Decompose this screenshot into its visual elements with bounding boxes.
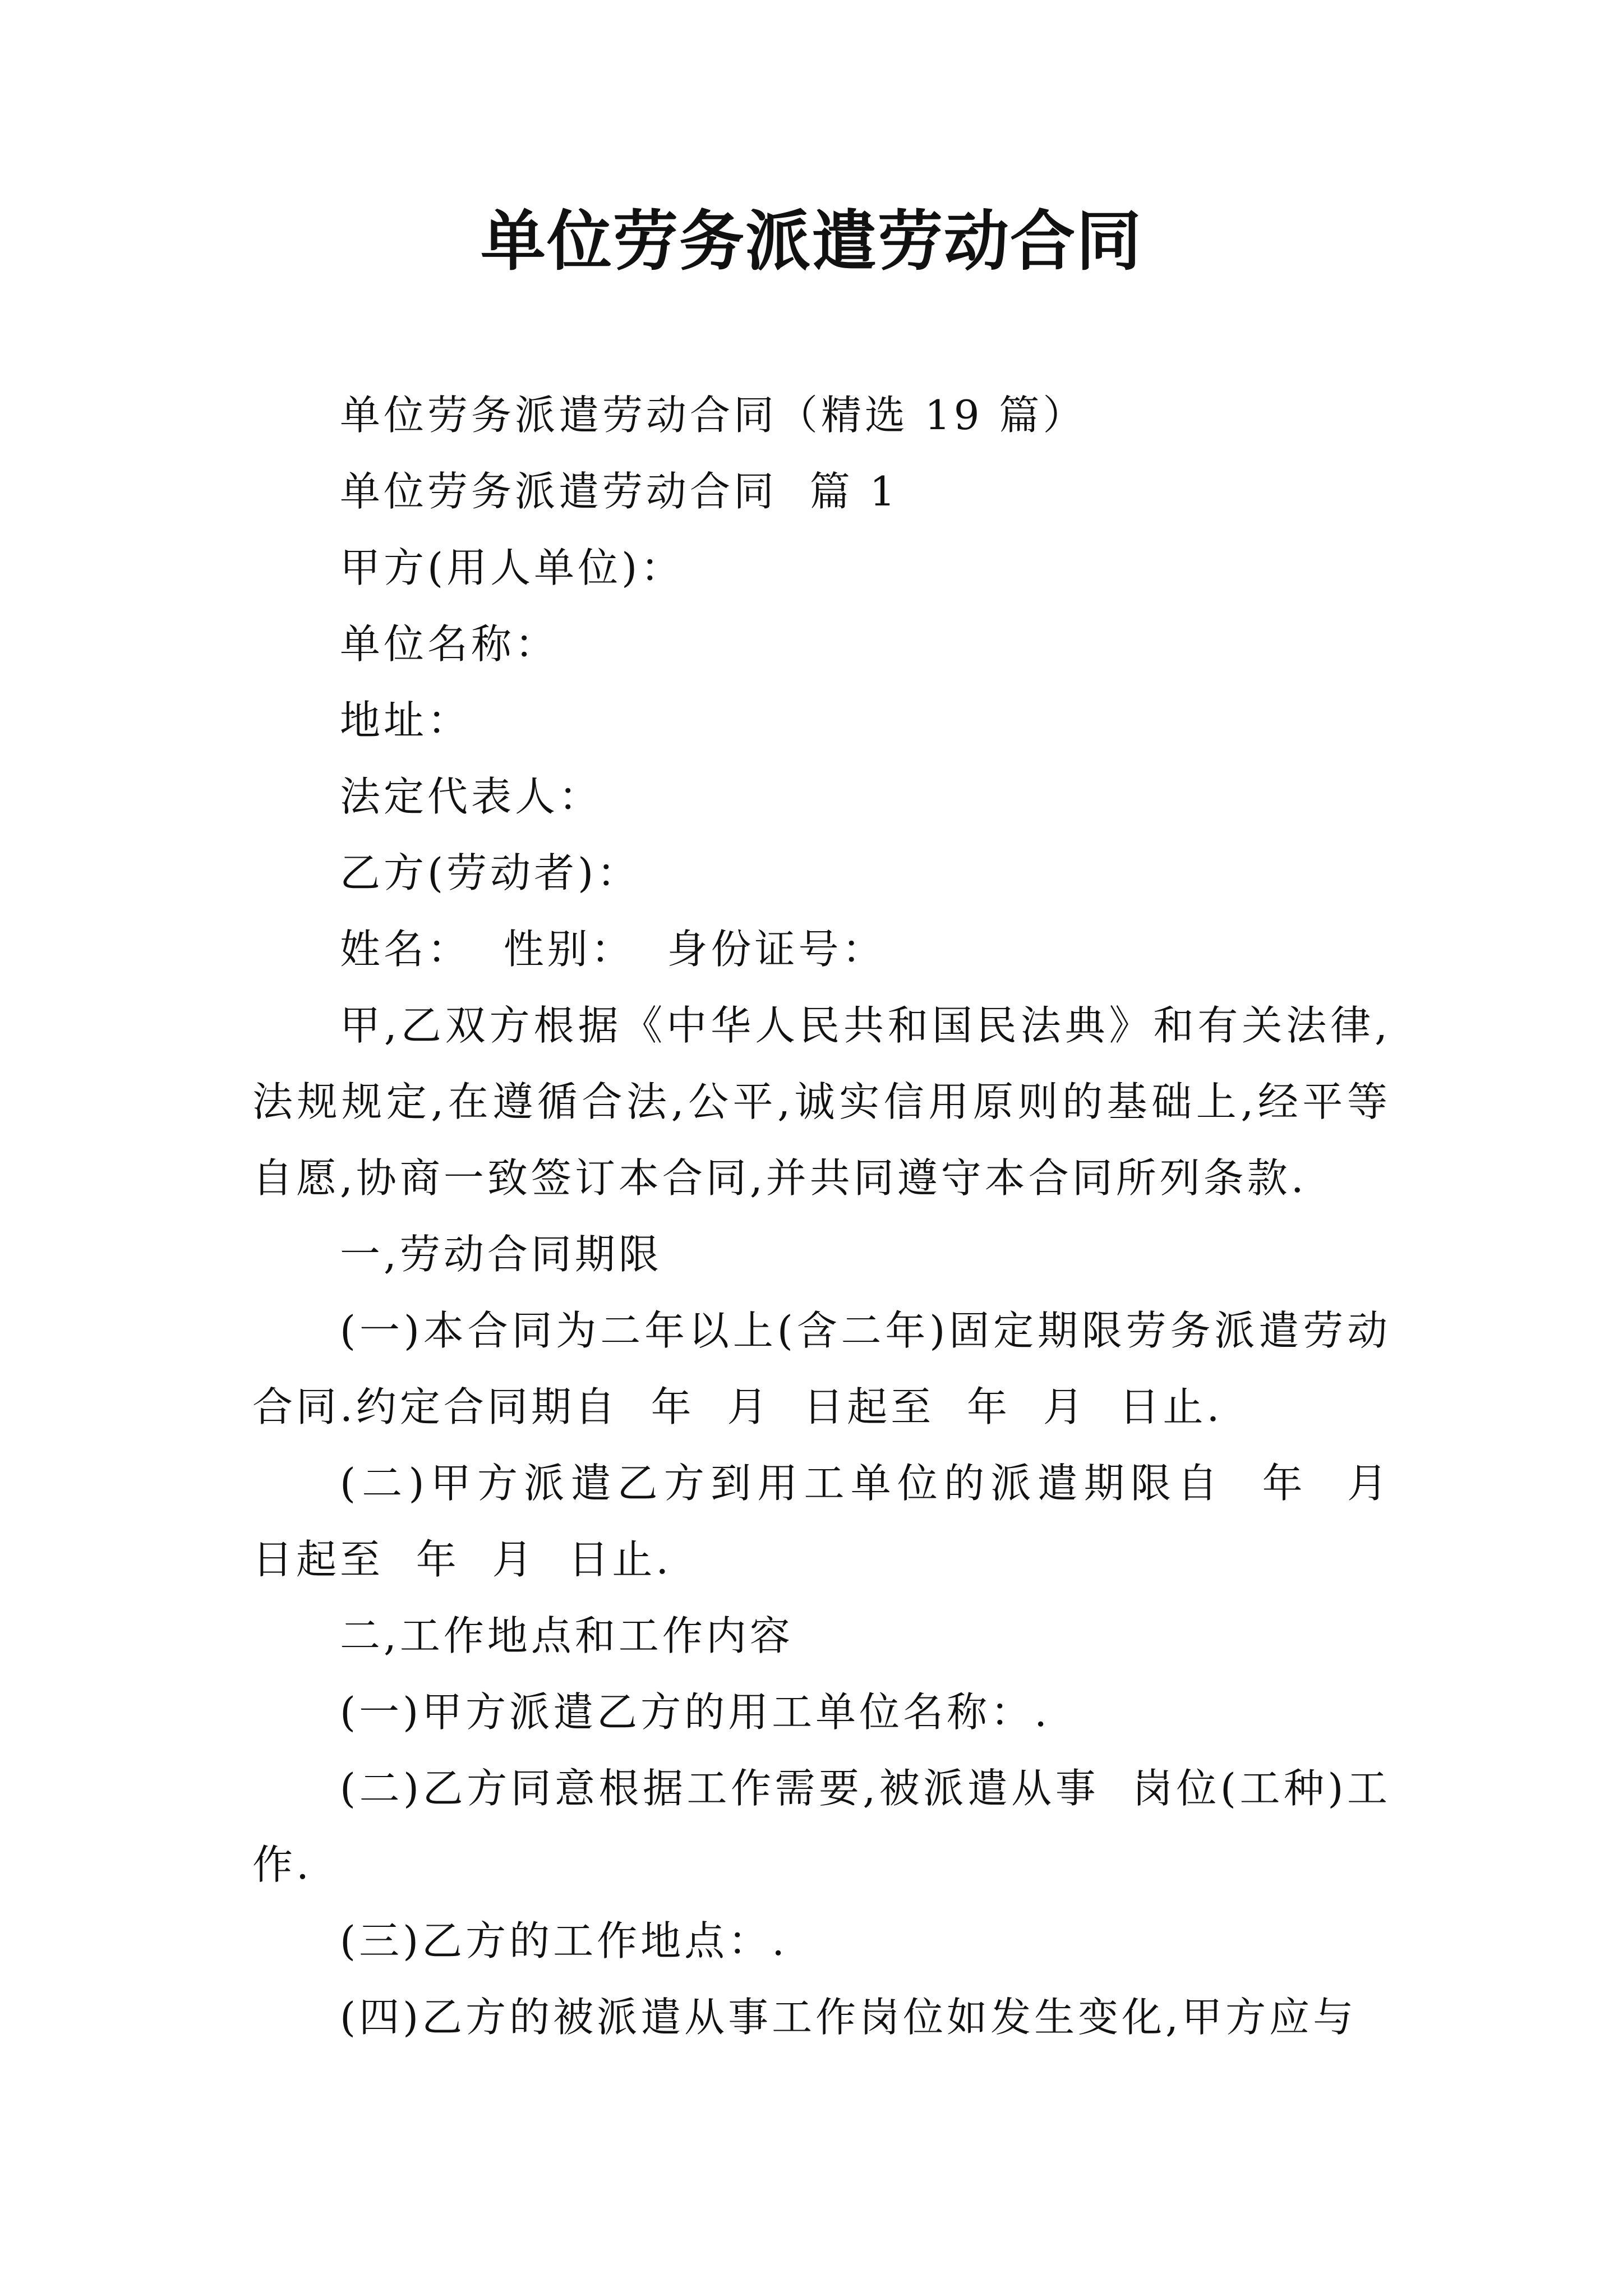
document-title: 单位劳务派遣劳动合同	[481, 203, 1142, 279]
document-body	[252, 377, 1423, 2055]
paragraph-work-4: (四)乙方的被派遣从事工作岗位如发生变化,甲方应与	[340, 1994, 1357, 2041]
paragraph-address: 地址：	[340, 697, 472, 744]
paragraph-party-a: 甲方(用人单位)：	[340, 544, 685, 591]
paragraph-unit-name: 单位名称：	[340, 620, 559, 668]
paragraph-work-2: (二)乙方同意根据工作需要,被派遣从事 岗位(工种)工作.	[252, 1765, 1391, 1888]
paragraph-work-3: (三)乙方的工作地点：.	[340, 1917, 789, 1964]
paragraph-subtitle: 单位劳务派遣劳动合同（精选 19 篇）	[340, 392, 1087, 439]
paragraph-work-1: (一)甲方派遣乙方的用工单位名称：.	[340, 1688, 1051, 1736]
paragraph-heading-2: 二,工作地点和工作内容	[340, 1612, 794, 1659]
paragraph-party-b: 乙方(劳动者)：	[340, 849, 641, 896]
paragraph-legal-rep: 法定代表人：	[340, 773, 603, 820]
paragraph-section-heading: 单位劳务派遣劳动合同 篇 1	[340, 468, 899, 515]
paragraph-term-2: (二)甲方派遣乙方到用工单位的派遣期限自 年 月 日起至 年 月 日止.	[252, 1460, 1423, 1583]
paragraph-preamble: 甲,乙双方根据《中华人民共和国民法典》和有关法律,法规规定,在遵循合法,公平,诚实信用原则的基础上,经平等自愿,协商一致签订本合同,并共同遵守本合同所列条款.	[252, 1002, 1391, 1202]
paragraph-heading-1: 一,劳动合同期限	[340, 1231, 662, 1278]
paragraph-personal-info: 姓名： 性别： 身份证号：	[340, 926, 886, 973]
paragraph-term-1: (一)本合同为二年以上(含二年)固定期限劳务派遣劳动合同.约定合同期自 年 月 日起至 年 月 日止.	[252, 1307, 1391, 1430]
